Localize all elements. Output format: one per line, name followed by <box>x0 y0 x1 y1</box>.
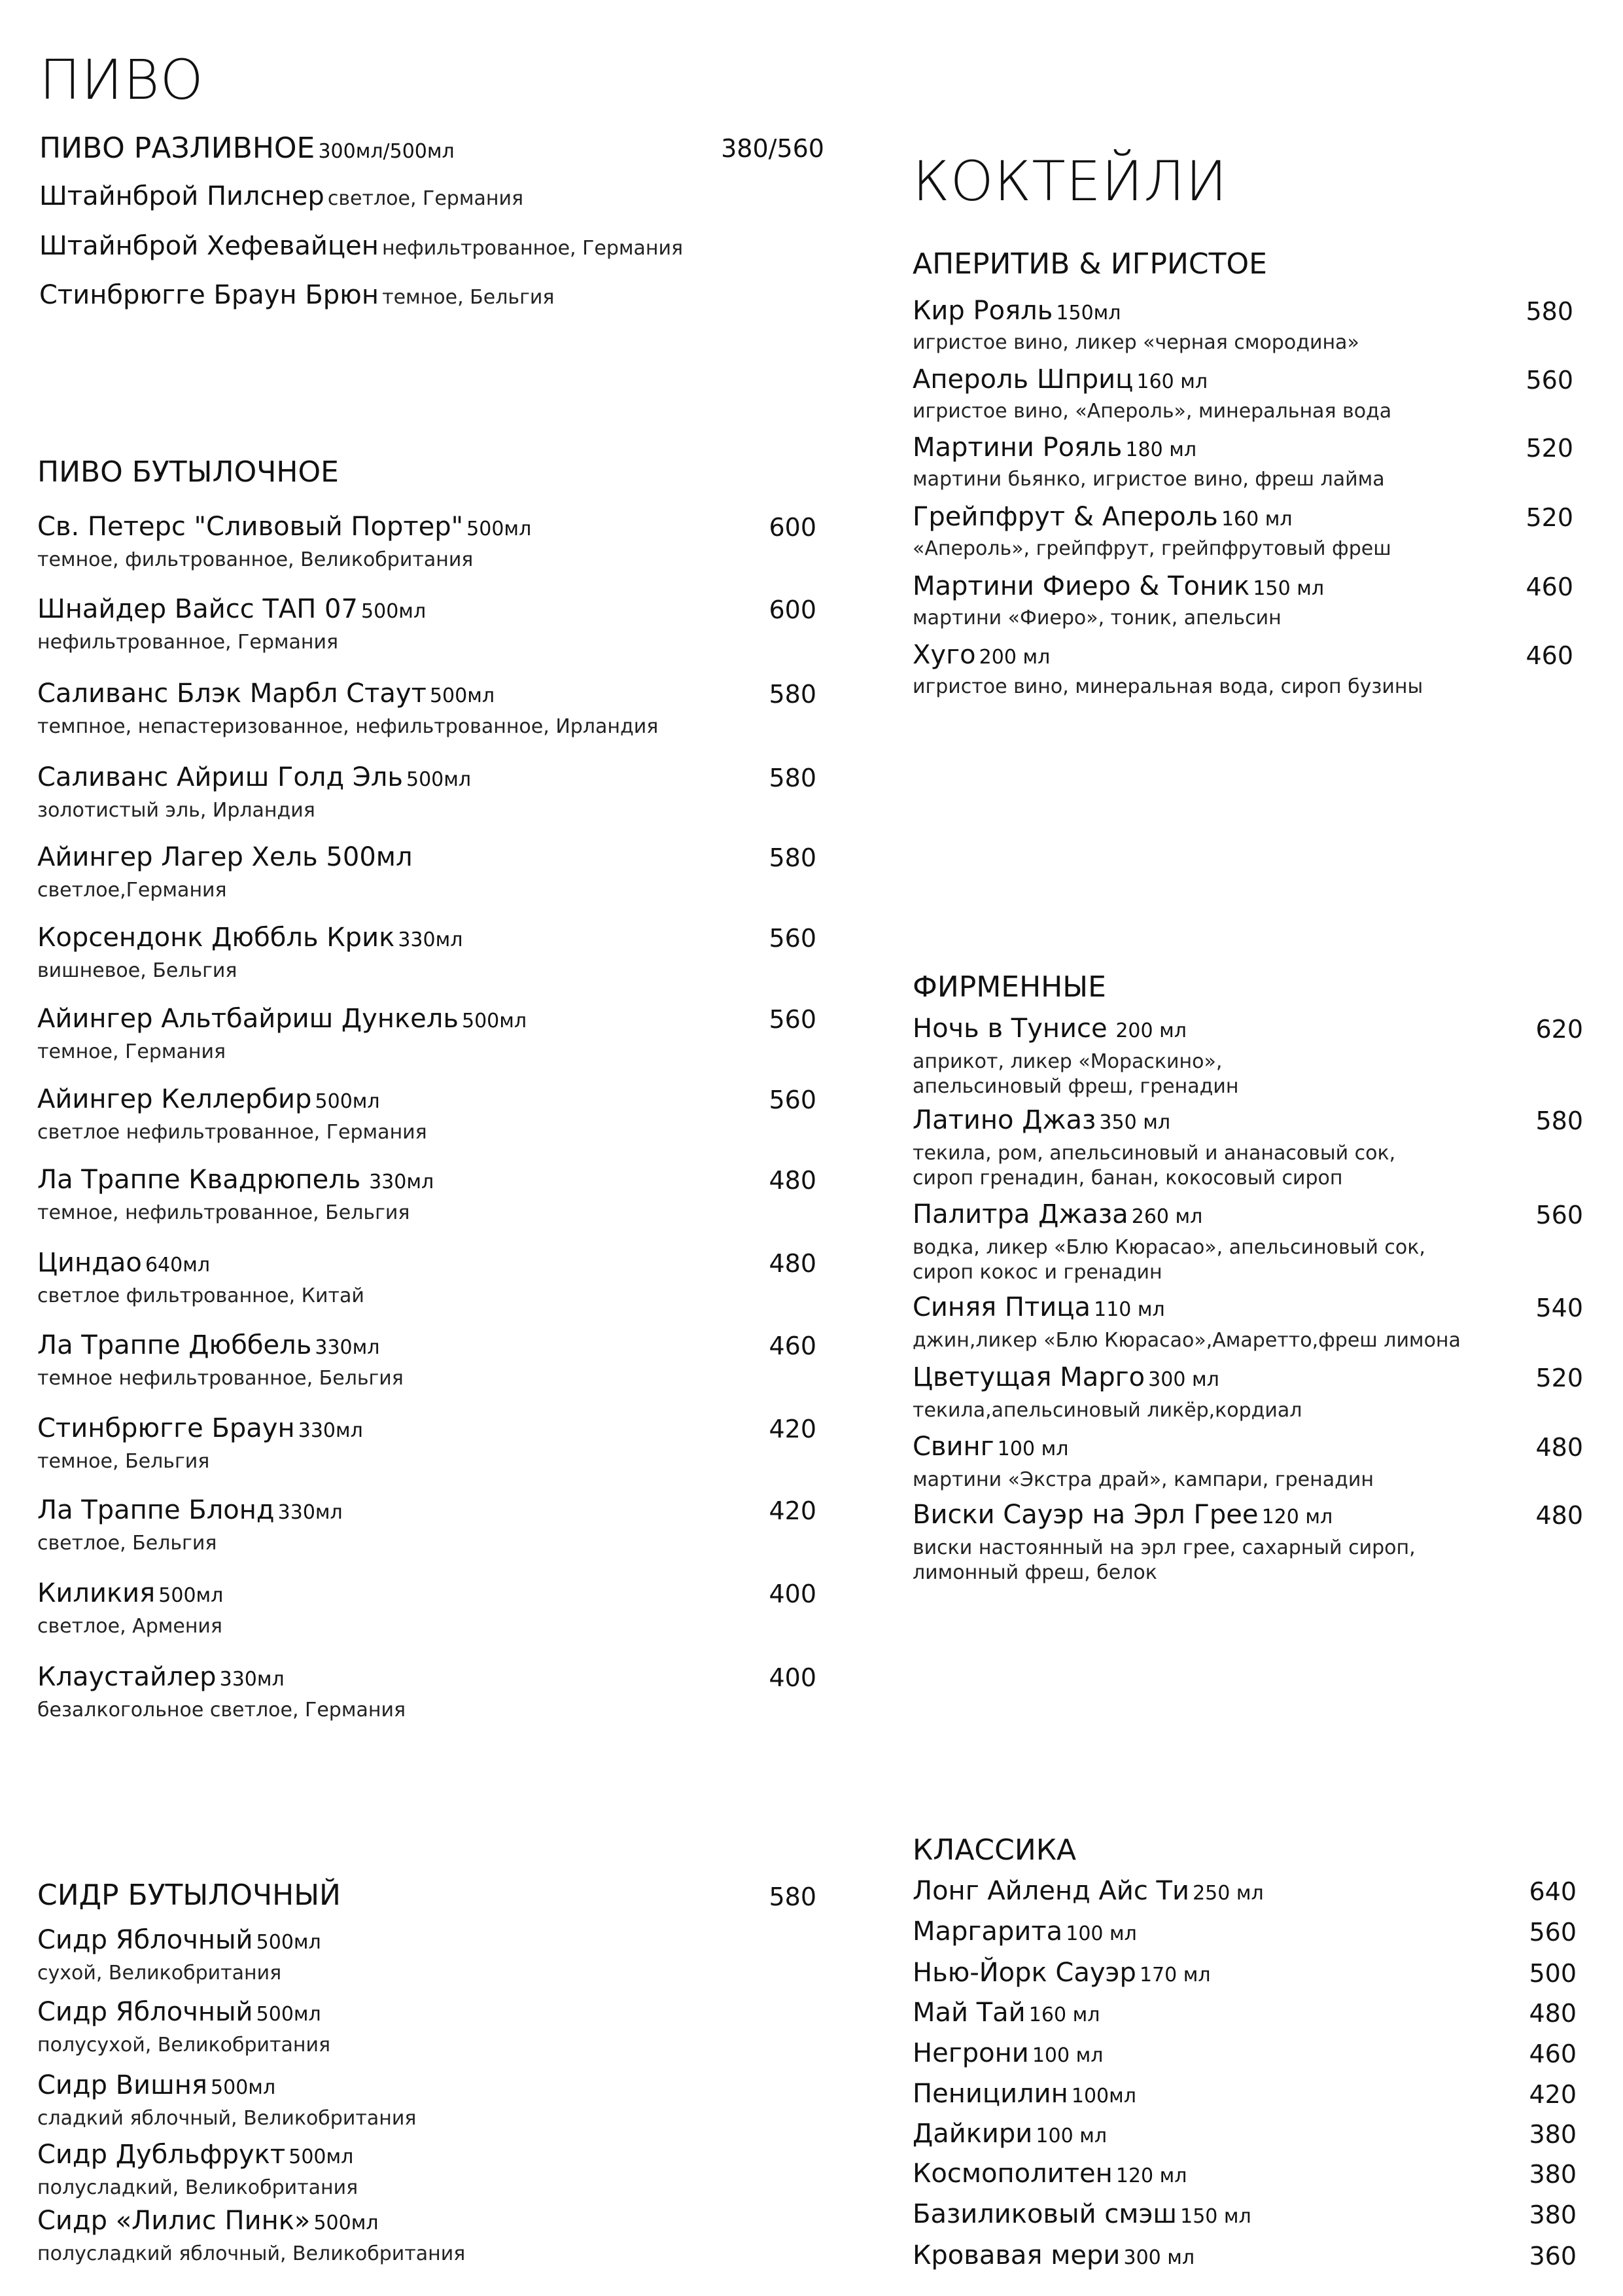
item-name: Штайнброй Пилснер <box>39 181 324 211</box>
item-desc: золотистый эль, Ирландия <box>37 799 315 822</box>
item-desc: светлое,Германия <box>37 879 227 902</box>
item-volume: 180 мл <box>1125 438 1197 461</box>
item-volume: 150мл <box>1056 302 1121 325</box>
item-name: Саливанс Айриш Голд Эль <box>37 762 403 792</box>
menu-item-title <box>913 2161 1187 2187</box>
draft-header: ПИВО РАЗЛИВНОЕ <box>39 132 315 165</box>
item-name: Синяя Птица <box>913 1292 1091 1322</box>
item-volume: 100 мл <box>1066 1922 1137 1945</box>
menu-item-title <box>913 1434 1068 1460</box>
item-name: Шнайдер Вайсс ТАП 07 <box>37 594 358 624</box>
item-price: 600 <box>769 513 816 542</box>
item-price: 560 <box>1535 1201 1583 1229</box>
item-price: 460 <box>769 1332 816 1360</box>
menu-item-title <box>913 1960 1211 1987</box>
draft-volume: 300мл/500мл <box>318 140 455 163</box>
item-price: 460 <box>1529 2040 1577 2068</box>
item-name: Пеницилин <box>913 2079 1068 2109</box>
menu-item-title <box>37 2142 353 2168</box>
item-price: 560 <box>769 924 816 953</box>
menu-item-title <box>37 844 413 871</box>
item-desc: светлое, Бельгия <box>37 1532 217 1555</box>
item-volume: 500мл <box>256 1931 321 1954</box>
item-name: Негрони <box>913 2038 1029 2068</box>
item-price: 520 <box>1535 1364 1583 1392</box>
item-volume: 300 мл <box>1148 1368 1219 1391</box>
item-desc: темное, нефильтрованное, Бельгия <box>37 1201 410 1224</box>
menu-item-title <box>913 434 1196 461</box>
menu-item-title <box>913 1294 1165 1321</box>
item-name: Стинбрюгге Браун Брюн <box>39 280 379 310</box>
menu-item-title <box>913 504 1293 531</box>
item-desc: темное, фильтрованное, Великобритания <box>37 548 474 571</box>
item-volume: 330мл <box>277 1501 343 1524</box>
item-price: 460 <box>1526 641 1573 670</box>
item-price: 420 <box>769 1415 816 1443</box>
item-volume: 500мл <box>406 768 472 791</box>
item-volume: 500мл <box>211 2076 276 2099</box>
menu-item-title <box>37 1006 527 1033</box>
menu-item-title <box>37 1332 379 1359</box>
item-desc: полусладкий яблочный, Великобритания <box>37 2242 466 2265</box>
item-price: 480 <box>769 1166 816 1195</box>
item-desc: темпное, непастеризованное, нефильтрованное, Ирландия <box>37 715 659 738</box>
item-name: Кровавая мери <box>913 2240 1121 2270</box>
item-price: 520 <box>1526 434 1573 463</box>
item-price: 560 <box>769 1005 816 1034</box>
item-name: Хуго <box>913 640 976 670</box>
item-name: Май Тай <box>913 1998 1026 2028</box>
item-volume: 500мл <box>315 1090 380 1113</box>
item-name: Мартини Рояль <box>913 433 1123 463</box>
menu-item-title <box>913 1107 1170 1134</box>
item-volume: 120 мл <box>1115 2164 1187 2187</box>
menu-item-title <box>37 1497 343 1524</box>
item-price: 480 <box>1535 1501 1583 1530</box>
menu-item-title <box>913 2201 1251 2228</box>
item-name: Ночь в Тунисе <box>913 1014 1116 1044</box>
item-desc: темное, Германия <box>37 1040 226 1063</box>
item-desc: светлое, Германия <box>327 187 523 210</box>
item-name: Сидр Яблочный <box>37 1925 253 1955</box>
menu-item-title <box>37 1415 363 1442</box>
item-name: Саливанс Блэк Марбл Стаут <box>37 679 427 709</box>
item-name: Сидр Дубльфрукт <box>37 2140 286 2170</box>
item-name: Дайкири <box>913 2119 1033 2149</box>
menu-item-title <box>913 366 1208 393</box>
item-volume: 350 мл <box>1099 1111 1170 1134</box>
menu-item-title <box>913 2242 1195 2269</box>
item-price: 400 <box>769 1580 816 1608</box>
item-volume: 150 мл <box>1180 2205 1251 2228</box>
item-name: Нью-Йорк Сауэр <box>913 1958 1136 1988</box>
item-desc: виски настоянный на эрл грее, сахарный сироп, лимонный фреш, белок <box>913 1536 1416 1584</box>
item-volume: 120 мл <box>1261 1506 1333 1528</box>
item-name: Стинбрюгге Браун <box>37 1413 295 1443</box>
item-volume: 330мл <box>219 1668 285 1691</box>
item-name: Штайнброй Хефевайцен <box>39 231 379 261</box>
item-desc: полусладкий, Великобритания <box>37 2176 358 2199</box>
draft-item <box>39 282 554 308</box>
item-desc: сухой, Великобритания <box>37 1962 282 1985</box>
menu-item-title <box>37 1927 321 1954</box>
item-name: Базиликовый смэш <box>913 2199 1178 2229</box>
item-name: Космополитен <box>913 2159 1113 2189</box>
item-desc: мартини «Фиеро», тоник, апельсин <box>913 607 1282 629</box>
item-name: Палитра Джаза <box>913 1199 1128 1229</box>
item-desc: игристое вино, «Апероль», минеральная вода <box>913 400 1392 423</box>
item-name: Ла Траппе Квадрюпель <box>37 1165 370 1195</box>
menu-item-title <box>913 298 1121 325</box>
item-volume: 170 мл <box>1139 1964 1211 1987</box>
item-desc: светлое нефильтрованное, Германия <box>37 1121 427 1144</box>
draft-header-row <box>39 134 455 163</box>
item-volume: 500мл <box>256 2003 321 2026</box>
menu-item-title <box>37 1999 321 2026</box>
item-price: 380 <box>1529 2160 1577 2189</box>
item-desc: светлое, Армения <box>37 1615 222 1638</box>
item-price: 380 <box>1529 2120 1577 2149</box>
item-name: Сидр Вишня <box>37 2070 207 2100</box>
item-desc: текила, ром, апельсиновый и ананасовый сок, сироп гренадин, банан, кокосовый сироп <box>913 1142 1396 1190</box>
item-desc: сладкий яблочный, Великобритания <box>37 2107 417 2130</box>
menu-item-title <box>37 1580 223 1607</box>
menu-item-title <box>37 2072 275 2099</box>
item-price: 480 <box>1529 1999 1577 2028</box>
item-volume: 100 мл <box>997 1438 1069 1460</box>
item-desc: темное, Бельгия <box>37 1450 210 1473</box>
menu-item-title <box>913 1201 1202 1228</box>
cocktails-title: КОКТЕЙЛИ <box>913 149 1228 213</box>
menu-item-title <box>913 1016 1187 1042</box>
cider-price: 580 <box>769 1882 816 1911</box>
item-price: 520 <box>1526 503 1573 532</box>
item-volume: 500мл <box>158 1584 224 1607</box>
item-volume: 100 мл <box>1036 2125 1108 2147</box>
item-volume: 640мл <box>145 1254 211 1277</box>
item-volume: 500мл <box>429 684 495 707</box>
item-name: Корсендонк Дюббль Крик <box>37 923 395 953</box>
item-desc: джин,ликер «Блю Кюрасао»,Амаретто,фреш лимона <box>913 1329 1461 1352</box>
menu-item-title <box>913 1364 1219 1391</box>
item-desc: «Апероль», грейпфрут, грейпфрутовый фреш <box>913 537 1391 560</box>
item-volume: 100мл <box>1071 2085 1136 2108</box>
item-name: Сидр «Лилис Пинк» <box>37 2206 311 2236</box>
item-price: 420 <box>1529 2080 1577 2109</box>
draft-price: 380/560 <box>721 134 824 163</box>
item-price: 400 <box>769 1663 816 1692</box>
item-desc: безалкогольное светлое, Германия <box>37 1699 406 1722</box>
menu-item-title <box>37 680 495 707</box>
item-desc: игристое вино, минеральная вода, сироп бузины <box>913 675 1423 698</box>
item-volume: 200 мл <box>1115 1019 1187 1042</box>
draft-item <box>39 233 683 259</box>
item-price: 580 <box>769 764 816 792</box>
menu-item-title <box>37 1086 380 1113</box>
item-name: Цветущая Марго <box>913 1362 1145 1392</box>
item-price: 580 <box>1535 1106 1583 1135</box>
bottled-header: ПИВО БУТЫЛОЧНОЕ <box>37 455 339 489</box>
item-name: Маргарита <box>913 1916 1063 1947</box>
item-desc: текила,апельсиновый ликёр,кордиал <box>913 1399 1302 1422</box>
menu-item-title <box>37 514 531 540</box>
item-name: Кир Рояль <box>913 296 1053 326</box>
menu-item-title <box>37 596 426 623</box>
menu-item-title <box>37 1167 434 1193</box>
item-volume: 300 мл <box>1123 2246 1195 2269</box>
item-name: Виски Сауэр на Эрл Грее <box>913 1500 1259 1530</box>
item-desc: водка, ликер «Блю Кюрасао», апельсиновый сок, сироп кокос и гренадин <box>913 1236 1425 1284</box>
item-name: Айингер Келлербир <box>37 1084 312 1114</box>
menu-item-title <box>913 642 1050 669</box>
item-volume: 260 мл <box>1131 1205 1203 1228</box>
item-name: Латино Джаз <box>913 1105 1096 1135</box>
menu-item-title <box>913 2121 1107 2147</box>
menu-item-title <box>913 2000 1100 2026</box>
item-name: Циндао <box>37 1248 142 1278</box>
item-volume: 110 мл <box>1094 1298 1165 1321</box>
item-price: 560 <box>1526 366 1573 395</box>
item-name: Айингер Лагер Хель 500мл <box>37 842 413 872</box>
menu-item-title <box>913 2040 1103 2067</box>
menu-item-title <box>37 1664 285 1691</box>
item-name: Лонг Айленд Айс Ти <box>913 1876 1189 1906</box>
menu-item-title <box>913 1878 1264 1905</box>
item-volume: 500мл <box>466 518 532 540</box>
item-price: 600 <box>769 595 816 624</box>
item-price: 640 <box>1529 1877 1577 1906</box>
item-volume: 500мл <box>361 600 427 623</box>
item-price: 560 <box>1529 1918 1577 1947</box>
item-name: Мартини Фиеро & Тоник <box>913 571 1250 601</box>
item-volume: 160 мл <box>1136 370 1208 393</box>
item-name: Грейпфрут & Апероль <box>913 502 1218 532</box>
beer-title: ПИВО <box>39 48 204 112</box>
item-name: Свинг <box>913 1432 994 1462</box>
item-desc: игристое вино, ликер «черная смородина» <box>913 331 1359 354</box>
item-price: 420 <box>769 1496 816 1525</box>
item-desc: вишневое, Бельгия <box>37 959 237 982</box>
menu-item-title <box>37 1250 210 1277</box>
item-price: 360 <box>1529 2242 1577 2270</box>
item-price: 540 <box>1535 1294 1583 1322</box>
item-name: Клаустайлер <box>37 1662 217 1692</box>
item-volume: 160 мл <box>1221 508 1293 531</box>
menu-item-title <box>913 2081 1136 2108</box>
item-volume: 330мл <box>369 1171 434 1193</box>
menu-item-title <box>37 925 462 951</box>
item-desc: мартини бьянко, игристое вино, фреш лайма <box>913 468 1385 491</box>
item-desc: априкот, ликер «Мораскино», апельсиновый фреш, гренадин <box>913 1050 1239 1098</box>
item-desc: нефильтрованное, Германия <box>381 237 684 260</box>
menu-item-title <box>913 573 1324 600</box>
item-volume: 250 мл <box>1193 1882 1264 1905</box>
item-price: 380 <box>1529 2200 1577 2229</box>
item-volume: 330мл <box>298 1419 363 1442</box>
item-volume: 100 мл <box>1032 2044 1104 2067</box>
item-price: 580 <box>769 680 816 709</box>
item-desc: темное нефильтрованное, Бельгия <box>37 1367 404 1390</box>
signature-header: ФИРМЕННЫЕ <box>913 970 1106 1004</box>
item-volume: 500мл <box>462 1010 527 1033</box>
item-name: Ла Траппе Дюббель <box>37 1330 312 1360</box>
menu-item-title <box>37 764 471 791</box>
item-desc: нефильтрованное, Германия <box>37 631 339 654</box>
classic-header: КЛАССИКА <box>913 1833 1077 1867</box>
item-name: Киликия <box>37 1578 156 1608</box>
item-price: 480 <box>769 1249 816 1278</box>
item-name: Айингер Альтбайриш Дункель <box>37 1004 459 1034</box>
item-volume: 200 мл <box>979 646 1051 669</box>
item-price: 580 <box>769 843 816 872</box>
menu-item-title <box>37 2208 379 2234</box>
aperitif-header: АПЕРИТИВ & ИГРИСТОЕ <box>913 247 1267 281</box>
item-desc: мартини «Экстра драй», кампари, гренадин <box>913 1468 1374 1491</box>
item-name: Св. Петерс "Сливовый Портер" <box>37 512 464 542</box>
menu-item-title <box>913 1502 1333 1528</box>
item-volume: 150 мл <box>1253 577 1325 600</box>
item-price: 500 <box>1529 1959 1577 1988</box>
item-name: Сидр Яблочный <box>37 1997 253 2027</box>
item-price: 580 <box>1526 297 1573 326</box>
item-name: Ла Траппе Блонд <box>37 1495 275 1525</box>
item-price: 620 <box>1535 1015 1583 1044</box>
item-volume: 500мл <box>313 2212 379 2234</box>
item-volume: 500мл <box>288 2146 354 2168</box>
item-volume: 330мл <box>398 928 463 951</box>
cider-header: СИДР БУТЫЛОЧНЫЙ <box>37 1879 341 1912</box>
item-desc: полусухой, Великобритания <box>37 2034 331 2057</box>
item-price: 460 <box>1526 573 1573 601</box>
item-name: Апероль Шприц <box>913 364 1134 395</box>
menu-item-title <box>913 1918 1137 1945</box>
item-volume: 330мл <box>315 1336 380 1359</box>
item-price: 560 <box>769 1086 816 1114</box>
item-desc: темное, Бельгия <box>382 286 555 309</box>
draft-item <box>39 183 523 209</box>
item-volume: 160 мл <box>1028 2004 1100 2026</box>
item-price: 480 <box>1535 1433 1583 1462</box>
item-desc: светлое фильтрованное, Китай <box>37 1284 364 1307</box>
